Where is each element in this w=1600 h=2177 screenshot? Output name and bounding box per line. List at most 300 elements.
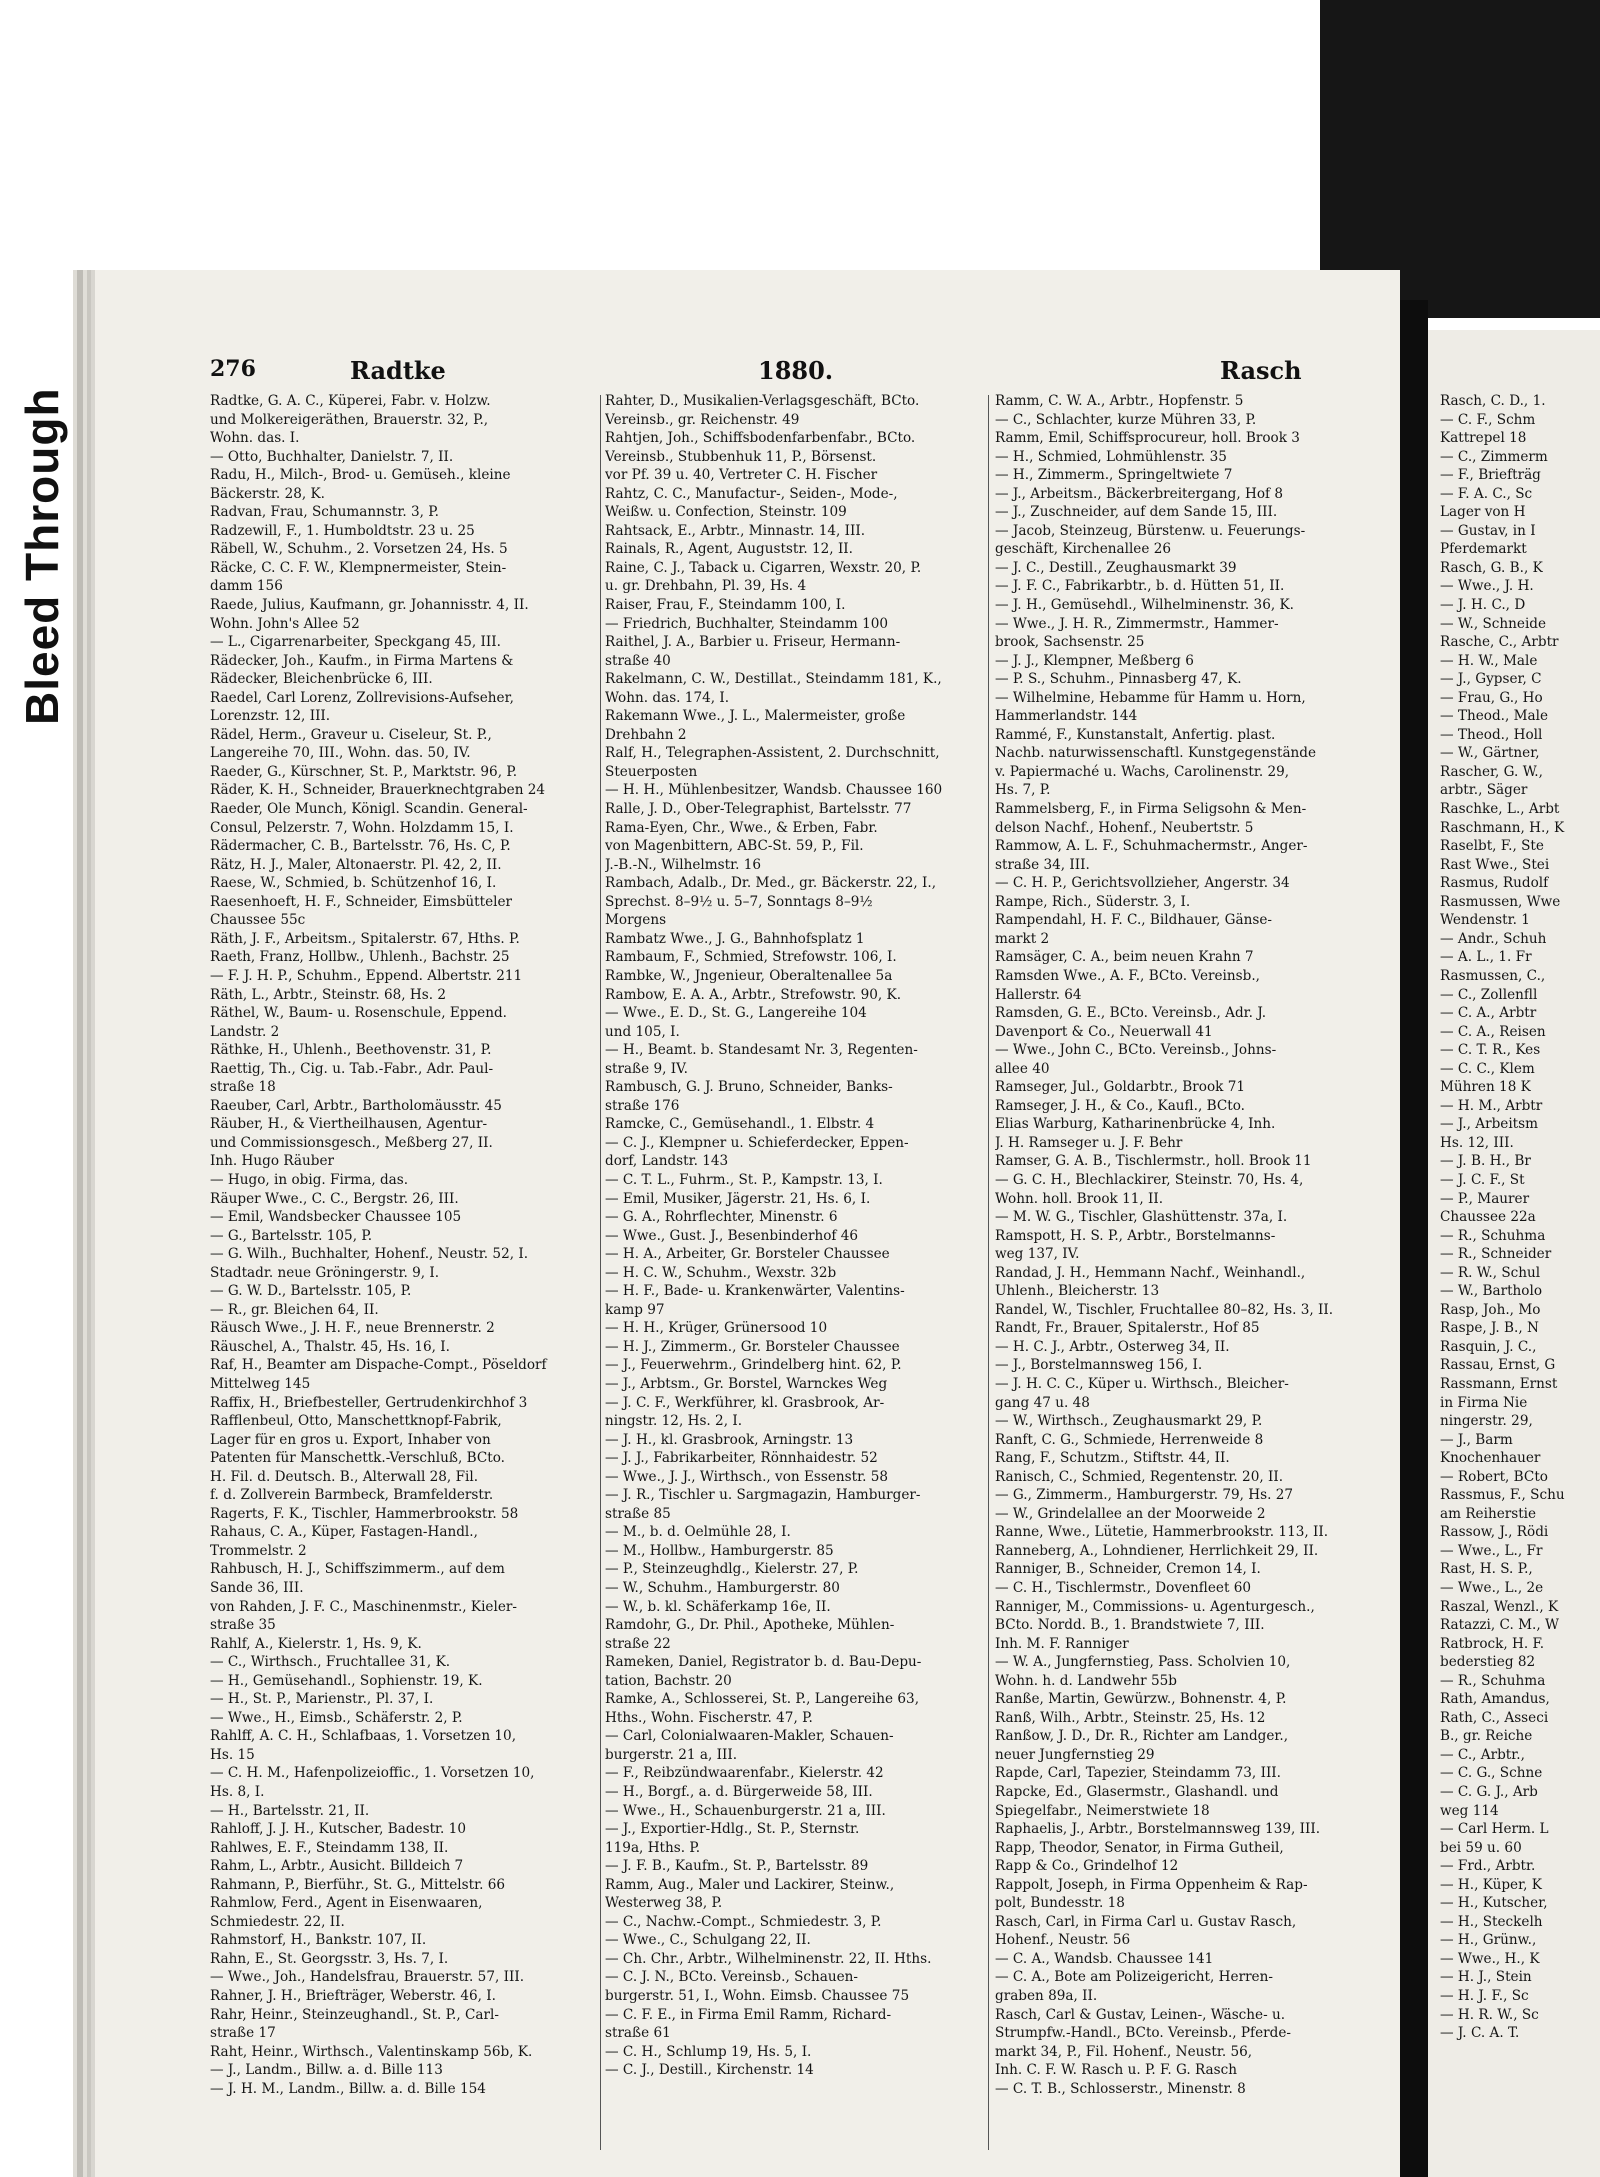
directory-entry-line: — W., b. kl. Schäferkamp 16e, II. — [605, 1598, 831, 1615]
directory-entry-line: Ragerts, F. K., Tischler, Hammerbrookstr. 58 — [210, 1505, 519, 1522]
directory-entry-line: — W. A., Jungfernstieg, Pass. Scholvien 10, — [995, 1654, 1291, 1671]
directory-entry-line: straße 17 — [210, 2025, 276, 2042]
directory-entry-line: — C. J., Destill., Kirchenstr. 14 — [605, 2062, 814, 2079]
directory-entry-line: Hs. 7, P. — [995, 782, 1051, 799]
directory-entry-line: Raffix, H., Briefbesteller, Gertrudenkirchhof 3 — [210, 1394, 528, 1411]
directory-entry-line: — R. W., Schul — [1440, 1264, 1541, 1281]
directory-entry-line: Hallerstr. 64 — [995, 986, 1082, 1003]
directory-entry-line: v. Papiermaché u. Wachs, Carolinenstr. 29, — [995, 763, 1290, 780]
directory-entry-line: Ramdohr, G., Dr. Phil., Apotheke, Mühlen- — [605, 1617, 895, 1634]
directory-entry-line: Bäckerstr. 28, K. — [210, 485, 325, 502]
directory-entry-line: Raettig, Th., Cig. u. Tab.-Fabr., Adr. Paul- — [210, 1060, 494, 1077]
directory-entry-line: Rädecker, Joh., Kaufm., in Firma Martens & — [210, 652, 514, 669]
directory-entry-line: Raithel, J. A., Barbier u. Friseur, Hermann- — [605, 634, 901, 651]
directory-entry-line: Rast, H. S. P., — [1440, 1561, 1533, 1578]
directory-entry-line: Raht, Heinr., Wirthsch., Valentinskamp 56b, K. — [210, 2043, 533, 2060]
directory-entry-line: Hohenf., Neustr. 56 — [995, 1932, 1131, 1949]
directory-entry-line: Räbell, W., Schuhm., 2. Vorsetzen 24, Hs. 5 — [210, 541, 508, 558]
directory-entry-line: Landstr. 2 — [210, 1023, 280, 1040]
directory-entry-line: markt 2 — [995, 930, 1050, 947]
directory-entry-line: Vereinsb., gr. Reichenstr. 49 — [605, 411, 800, 428]
directory-entry-line: Räuper Wwe., C. C., Bergstr. 26, III. — [210, 1190, 459, 1207]
directory-entry-line: H. Fil. d. Deutsch. B., Alterwall 28, Fil. — [210, 1468, 479, 1485]
directory-entry-line: — G. A., Rohrflechter, Minenstr. 6 — [605, 1209, 838, 1226]
directory-entry-line: Ralle, J. D., Ober-Telegraphist, Bartelsstr. 77 — [605, 801, 912, 818]
book-gutter — [1400, 300, 1428, 2177]
directory-entry-line: — R., Schuhma — [1440, 1227, 1546, 1244]
directory-entry-line: Räthel, W., Baum- u. Rosenschule, Eppend. — [210, 1005, 507, 1022]
directory-entry-line: Rakelmann, C. W., Destillat., Steindamm 181, K., — [605, 671, 942, 688]
directory-entry-line: straße 9, IV. — [605, 1060, 688, 1077]
directory-entry-line: Kattrepel 18 — [1440, 430, 1527, 447]
directory-entry-line: — Wwe., John C., BCto. Vereinsb., Johns- — [995, 1042, 1277, 1059]
directory-entry-line: — J., Arbeitsm., Bäckerbreitergang, Hof 8 — [995, 485, 1284, 502]
directory-entry-line: Räcke, C. C. F. W., Klempnermeister, Stein- — [210, 559, 507, 576]
directory-entry-line: — H., Bartelsstr. 21, II. — [210, 1802, 370, 1819]
left-running-head: Radtke — [350, 356, 446, 385]
directory-entry-line: Rainals, R., Agent, Auguststr. 12, II. — [605, 541, 853, 558]
directory-entry-line: — J., Gypser, C — [1440, 671, 1542, 688]
directory-entry-line: Rambatz Wwe., J. G., Bahnhofsplatz 1 — [605, 930, 865, 947]
directory-entry-line: Rappolt, Joseph, in Firma Oppenheim & Rap- — [995, 1876, 1308, 1893]
directory-entry-line: u. gr. Drehbahn, Pl. 39, Hs. 4 — [605, 578, 807, 595]
directory-entry-line: — H., Zimmerm., Springeltwiete 7 — [995, 467, 1233, 484]
directory-entry-line: Hths., Wohn. Fischerstr. 47, P. — [605, 1709, 813, 1726]
directory-entry-line: Vereinsb., Stubbenhuk 11, P., Börsenst. — [605, 448, 877, 465]
directory-entry-line: — H., Borgf., a. d. Bürgerweide 58, III. — [605, 1784, 873, 1801]
directory-entry-line: — W., Bartholo — [1440, 1283, 1542, 1300]
directory-entry-line: Raeder, Ole Munch, Königl. Scandin. General- — [210, 801, 528, 818]
margin-label: Bleed Through — [16, 387, 68, 725]
directory-entry-line: Räth, L., Arbtr., Steinstr. 68, Hs. 2 — [210, 986, 447, 1003]
directory-entry-line: — Emil, Musiker, Jägerstr. 21, Hs. 6, I. — [605, 1190, 871, 1207]
directory-entry-line: — G. Wilh., Buchhalter, Hohenf., Neustr. 52, I. — [210, 1246, 529, 1263]
directory-entry-line: Rahter, D., Musikalien-Verlagsgeschäft, BCto. — [605, 393, 920, 409]
directory-entry-line: Chaussee 22a — [1440, 1209, 1536, 1226]
directory-entry-line: Räuber, H., & Viertheilhausen, Agentur- — [210, 1116, 488, 1133]
directory-entry-line: Rassau, Ernst, G — [1440, 1357, 1556, 1374]
directory-entry-line: Wohn. das. 174, I. — [605, 689, 730, 706]
directory-entry-line: Raschmann, H., K — [1440, 819, 1565, 836]
directory-entry-line: Raschke, L., Arbt — [1440, 801, 1560, 818]
directory-entry-line: Rama-Eyen, Chr., Wwe., & Erben, Fabr. — [605, 819, 878, 836]
directory-entry-line: Wohn. h. d. Landwehr 55b — [995, 1672, 1177, 1689]
directory-entry-line: von Magenbittern, ABC-St. 59, P., Fil. — [605, 838, 864, 855]
directory-entry-line: Rädel, Herm., Graveur u. Ciseleur, St. P., — [210, 726, 492, 743]
directory-entry-line: — H. J., Zimmerm., Gr. Borsteler Chaussee — [605, 1338, 900, 1355]
directory-entry-line: — F. J. H. P., Schuhm., Eppend. Albertstr. 211 — [210, 967, 523, 984]
directory-entry-line: Rahlff, A. C. H., Schlafbaas, 1. Vorsetzen 10, — [210, 1728, 517, 1745]
directory-entry-line: Sprechst. 8–9½ u. 5–7, Sonntags 8–9½ — [605, 893, 873, 910]
directory-entry-line: weg 114 — [1440, 1802, 1499, 1819]
directory-entry-line: Ranne, Wwe., Lütetie, Hammerbrookstr. 113, II. — [995, 1524, 1329, 1541]
directory-entry-line: Rasch, G. B., K — [1440, 559, 1543, 576]
directory-entry-line: Stadtadr. neue Gröningerstr. 9, I. — [210, 1264, 440, 1281]
directory-entry-line: Räder, K. H., Schneider, Brauerknechtgraben 24 — [210, 782, 546, 799]
directory-entry-line: — J. C., Destill., Zeughausmarkt 39 — [995, 559, 1237, 576]
directory-entry-line: BCto. Nordd. B., 1. Brandstwiete 7, III. — [995, 1617, 1265, 1634]
directory-entry-line: — H. F., Bade- u. Krankenwärter, Valentins- — [605, 1283, 905, 1300]
directory-entry-line: straße 35 — [210, 1617, 276, 1634]
directory-entry-line: Räuschel, A., Thalstr. 45, Hs. 16, I. — [210, 1338, 450, 1355]
directory-entry-line: Rassmann, Ernst — [1440, 1375, 1558, 1392]
directory-column-facing — [1440, 392, 1600, 2043]
directory-entry-line: straße 18 — [210, 1079, 276, 1096]
directory-entry-line: Westerweg 38, P. — [605, 1895, 723, 1912]
directory-entry-line: — W., Schuhm., Hamburgerstr. 80 — [605, 1580, 840, 1596]
directory-entry-line: Rasche, C., Arbtr — [1440, 634, 1559, 651]
directory-entry-line: — F., Reibzündwaarenfabr., Kielerstr. 42 — [605, 1765, 884, 1782]
directory-entry-line: Elias Warburg, Katharinenbrücke 4, Inh. — [995, 1116, 1276, 1133]
directory-entry-line: Wohn. holl. Brook 11, II. — [995, 1190, 1164, 1207]
directory-entry-line: 119a, Hths. P. — [605, 1839, 701, 1856]
directory-entry-line: — C. G. J., Arb — [1440, 1784, 1538, 1801]
directory-entry-line: Rafflenbeul, Otto, Manschettknopf-Fabrik, — [210, 1413, 502, 1430]
directory-entry-line: — M., Hollbw., Hamburgerstr. 85 — [605, 1542, 834, 1559]
column-divider — [600, 395, 601, 2150]
directory-entry-line: Ramm, Aug., Maler und Lackirer, Steinw., — [605, 1876, 895, 1893]
directory-entry-line: Rahr, Heinr., Steinzeughandl., St. P., Carl- — [210, 2006, 499, 2023]
directory-entry-line: Ramser, G. A. B., Tischlermstr., holl. Brook 11 — [995, 1153, 1312, 1170]
directory-entry-line: Pferdemarkt — [1440, 541, 1527, 558]
directory-entry-line: — J. H., Gemüsehdl., Wilhelminenstr. 36, K. — [995, 597, 1294, 614]
directory-entry-line: Rahtsack, E., Arbtr., Minnastr. 14, III. — [605, 522, 866, 539]
directory-entry-line: — J., Landm., Billw. a. d. Bille 113 — [210, 2062, 443, 2079]
directory-entry-line: — G. W. D., Bartelsstr. 105, P. — [210, 1283, 412, 1300]
directory-entry-line: Consul, Pelzerstr. 7, Wohn. Holzdamm 15, I. — [210, 819, 514, 836]
directory-entry-line: Rambusch, G. J. Bruno, Schneider, Banks- — [605, 1079, 893, 1096]
directory-entry-line: von Rahden, J. F. C., Maschinenmstr., Kieler- — [210, 1598, 517, 1615]
directory-entry-line: — J., Borstelmannsweg 156, I. — [995, 1357, 1203, 1374]
directory-entry-line: — H., Kutscher, — [1440, 1895, 1548, 1912]
directory-entry-line: Ramsäger, C. A., beim neuen Krahn 7 — [995, 949, 1254, 966]
directory-entry-line: — J., Arbeitsm — [1440, 1116, 1539, 1133]
directory-entry-line: Rätz, H. J., Maler, Altonaerstr. Pl. 42, 2, II. — [210, 856, 502, 873]
directory-entry-line: Rammelsberg, F., in Firma Seligsohn & Men- — [995, 801, 1307, 818]
directory-entry-line: Ranniger, B., Schneider, Cremon 14, I. — [995, 1561, 1261, 1578]
directory-entry-line: Rahbusch, H. J., Schiffszimmerm., auf dem — [210, 1561, 505, 1578]
directory-entry-line: Rambke, W., Jngenieur, Oberaltenallee 5a — [605, 967, 893, 984]
directory-entry-line: — C., Nachw.-Compt., Schmiedestr. 3, P. — [605, 1913, 882, 1930]
directory-entry-line: in Firma Nie — [1440, 1394, 1528, 1411]
directory-entry-line: — J. J., Klempner, Meßberg 6 — [995, 652, 1194, 669]
directory-entry-line: Rammow, A. L. F., Schuhmachermstr., Anger- — [995, 838, 1308, 855]
directory-entry-line: Raine, C. J., Taback u. Cigarren, Wexstr. 20, P. — [605, 559, 922, 576]
directory-entry-line: — C., Zimmerm — [1440, 448, 1548, 465]
directory-entry-line: Chaussee 55c — [210, 912, 306, 929]
directory-entry-line: Drehbahn 2 — [605, 726, 687, 743]
directory-entry-line: — Carl Herm. L — [1440, 1821, 1549, 1838]
directory-entry-line: kamp 97 — [605, 1301, 665, 1318]
directory-entry-line: — Carl, Colonialwaaren-Makler, Schauen- — [605, 1728, 894, 1745]
directory-entry-line: Hs. 15 — [210, 1746, 255, 1763]
directory-entry-line: Rahner, J. H., Briefträger, Weberstr. 46, I. — [210, 1988, 496, 2005]
directory-entry-line: Ramseger, Jul., Goldarbtr., Brook 71 — [995, 1079, 1246, 1096]
directory-entry-line: — H. J., Stein — [1440, 1969, 1532, 1986]
directory-entry-line: — W., Wirthsch., Zeughausmarkt 29, P. — [995, 1413, 1263, 1430]
directory-entry-line: Räth, J. F., Arbeitsm., Spitalerstr. 67, Hths. P. — [210, 930, 520, 947]
directory-entry-line: B., gr. Reiche — [1440, 1728, 1533, 1745]
directory-entry-line: — J., Zuschneider, auf dem Sande 15, III. — [995, 504, 1278, 521]
directory-entry-line: Raedel, Carl Lorenz, Zollrevisions-Aufseher, — [210, 689, 514, 706]
directory-entry-line: Rasmussen, C., — [1440, 967, 1546, 984]
directory-entry-line: damm 156 — [210, 578, 283, 595]
directory-entry-line: Rasquin, J. C., — [1440, 1338, 1537, 1355]
directory-entry-line: Spiegelfabr., Neimerstwiete 18 — [995, 1802, 1210, 1819]
directory-entry-line: Ranisch, C., Schmied, Regentenstr. 20, II. — [995, 1468, 1284, 1485]
directory-entry-line: und Molkereigeräthen, Brauerstr. 32, P., — [210, 411, 489, 428]
directory-entry-line: Ratazzi, C. M., W — [1440, 1617, 1559, 1634]
directory-entry-line: — Theod., Male — [1440, 708, 1549, 725]
directory-entry-line: Radtke, G. A. C., Küperei, Fabr. v. Holzw. — [210, 393, 491, 409]
directory-entry-line: — J., Arbtsm., Gr. Borstel, Warnckes Weg — [605, 1375, 888, 1392]
directory-entry-line: — Wwe., J. J., Wirthsch., von Essenstr. 58 — [605, 1468, 889, 1485]
directory-entry-line: Randad, J. H., Hemmann Nachf., Weinhandl., — [995, 1264, 1306, 1281]
directory-entry-line: Raf, H., Beamter am Dispache-Compt., Pöseldorf — [210, 1357, 547, 1374]
directory-entry-line: Raszal, Wenzl., K — [1440, 1598, 1559, 1615]
directory-entry-line: — C. J., Klempner u. Schieferdecker, Eppen- — [605, 1134, 909, 1151]
directory-entry-line: Raiser, Frau, F., Steindamm 100, I. — [605, 597, 846, 614]
directory-entry-line: — F. A. C., Sc — [1440, 485, 1533, 502]
directory-entry-line: — C., Wirthsch., Fruchtallee 31, K. — [210, 1654, 451, 1671]
directory-entry-line: — Andr., Schuh — [1440, 930, 1547, 947]
directory-entry-line: Rang, F., Schutzm., Stiftstr. 44, II. — [995, 1450, 1230, 1467]
directory-entry-line: Raeth, Franz, Hollbw., Uhlenh., Bachstr. 25 — [210, 949, 510, 966]
directory-entry-line: — Otto, Buchhalter, Danielstr. 7, II. — [210, 448, 454, 465]
directory-entry-line: Sande 36, III. — [210, 1580, 304, 1596]
directory-entry-line: bederstieg 82 — [1440, 1654, 1536, 1671]
directory-entry-line: Weißw. u. Confection, Steinstr. 109 — [605, 504, 847, 521]
directory-entry-line: — Wwe., J. H. R., Zimmermstr., Hammer- — [995, 615, 1279, 632]
directory-entry-line: Radu, H., Milch-, Brod- u. Gemüseh., kleine — [210, 467, 511, 484]
directory-entry-line: Ramm, Emil, Schiffsprocureur, holl. Brook 3 — [995, 430, 1300, 447]
directory-entry-line: — P. S., Schuhm., Pinnasberg 47, K. — [995, 671, 1242, 688]
directory-entry-line: — C. H., Schlump 19, Hs. 5, I. — [605, 2043, 812, 2060]
directory-entry-line: Lorenzstr. 12, III. — [210, 708, 331, 725]
directory-entry-line: Trommelstr. 2 — [210, 1542, 307, 1559]
directory-entry-line: — Wwe., L., 2e — [1440, 1580, 1544, 1596]
directory-entry-line: — C. T. R., Kes — [1440, 1042, 1541, 1059]
directory-entry-line: — Jacob, Steinzeug, Bürstenw. u. Feuerungs- — [995, 522, 1306, 539]
directory-entry-line: — C. A., Wandsb. Chaussee 141 — [995, 1950, 1214, 1967]
directory-entry-line: Raeder, G., Kürschner, St. P., Marktstr. 96, P. — [210, 763, 518, 780]
directory-entry-line: Knochenhauer — [1440, 1450, 1541, 1467]
directory-entry-line: — C. G., Schne — [1440, 1765, 1543, 1782]
directory-entry-line: graben 89a, II. — [995, 1988, 1098, 2005]
directory-entry-line: burgerstr. 51, I., Wohn. Eimsb. Chaussee 75 — [605, 1988, 910, 2005]
directory-entry-line: Patenten für Manschettk.-Verschluß, BCto. — [210, 1450, 505, 1467]
directory-entry-line: Rakemann Wwe., J. L., Malermeister, große — [605, 708, 906, 725]
directory-entry-line: Rasp, Joh., Mo — [1440, 1301, 1541, 1318]
page-number: 276 — [210, 356, 256, 382]
directory-entry-line: Rahtz, C. C., Manufactur-, Seiden-, Mode-, — [605, 485, 898, 502]
directory-entry-line: Rapp, Theodor, Senator, in Firma Gutheil, — [995, 1839, 1284, 1856]
directory-entry-line: Rahloff, J. J. H., Kutscher, Badestr. 10 — [210, 1821, 466, 1838]
margin-strip — [0, 0, 68, 2177]
directory-entry-line: — W., Schneide — [1440, 615, 1547, 632]
directory-entry-line: Rahm, L., Arbtr., Ausicht. Billdeich 7 — [210, 1858, 464, 1875]
directory-entry-line: — Emil, Wandsbecker Chaussee 105 — [210, 1209, 462, 1226]
directory-entry-line: straße 85 — [605, 1505, 671, 1522]
directory-entry-line: Rath, Amandus, — [1440, 1691, 1550, 1708]
directory-entry-line: markt 34, P., Fil. Hohenf., Neustr. 56, — [995, 2043, 1253, 2060]
directory-entry-line: Rädermacher, C. B., Bartelsstr. 76, Hs. C, P. — [210, 838, 511, 855]
directory-entry-line: — C. H. M., Hafenpolizeioffic., 1. Vorsetzen 10, — [210, 1765, 535, 1782]
directory-entry-line: — W., Gärtner, — [1440, 745, 1540, 762]
directory-entry-line: — Hugo, in obig. Firma, das. — [210, 1171, 409, 1188]
directory-entry-line: Randt, Fr., Brauer, Spitalerstr., Hof 85 — [995, 1320, 1260, 1337]
directory-entry-line: Raphaelis, J., Arbtr., Borstelmannsweg 139, III. — [995, 1821, 1321, 1838]
directory-entry-line: Ramseger, J. H., & Co., Kaufl., BCto. — [995, 1097, 1245, 1114]
directory-entry-line: Rambach, Adalb., Dr. Med., gr. Bäckerstr. 22, I., — [605, 875, 937, 892]
directory-entry-line: Wendenstr. 1 — [1440, 912, 1530, 929]
directory-entry-line: brook, Sachsenstr. 25 — [995, 634, 1145, 651]
directory-entry-line: Ranßow, J. D., Dr. R., Richter am Landger., — [995, 1728, 1289, 1745]
directory-entry-line: Rasch, Carl & Gustav, Leinen-, Wäsche- u. — [995, 2006, 1286, 2023]
directory-entry-line: — M. W. G., Tischler, Glashüttenstr. 37a, I. — [995, 1209, 1288, 1226]
directory-entry-line: Raeuber, Carl, Arbtr., Bartholomäusstr. 45 — [210, 1097, 502, 1114]
directory-entry-line: — Ch. Chr., Arbtr., Wilhelminenstr. 22, II. Hths. — [605, 1950, 932, 1967]
directory-entry-line: Davenport & Co., Neuerwall 41 — [995, 1023, 1213, 1040]
directory-entry-line: Rameken, Daniel, Registrator b. d. Bau-Depu- — [605, 1654, 922, 1671]
year-heading: 1880. — [758, 356, 834, 385]
directory-entry-line: J.-B.-N., Wilhelmstr. 16 — [605, 856, 762, 873]
directory-entry-line: Rädecker, Bleichenbrücke 6, III. — [210, 671, 433, 688]
directory-entry-line: — H., Grünw., — [1440, 1932, 1537, 1949]
directory-entry-line: — Wwe., Gust. J., Besenbinderhof 46 — [605, 1227, 859, 1244]
directory-column-2 — [605, 392, 980, 2080]
directory-entry-line: — R., Schuhma — [1440, 1672, 1546, 1689]
directory-entry-line: — A. L., 1. Fr — [1440, 949, 1532, 966]
directory-entry-line: Rast Wwe., Stei — [1440, 856, 1550, 873]
directory-entry-line: Schmiedestr. 22, II. — [210, 1913, 345, 1930]
directory-entry-line: Rammé, F., Kunstanstalt, Anfertig. plast. — [995, 726, 1276, 743]
directory-entry-line: am Reiherstie — [1440, 1505, 1537, 1522]
directory-entry-line: Ramke, A., Schlosserei, St. P., Langereihe 63, — [605, 1691, 920, 1708]
directory-entry-line: — H. J. F., Sc — [1440, 1988, 1529, 2005]
directory-entry-line: — Wwe., J. H. — [1440, 578, 1534, 595]
directory-entry-line: Wohn. das. I. — [210, 430, 300, 447]
directory-entry-line: — G., Zimmerm., Hamburgerstr. 79, Hs. 27 — [995, 1487, 1294, 1504]
directory-entry-line: Mühren 18 K — [1440, 1079, 1531, 1096]
directory-column-3 — [995, 392, 1390, 2098]
directory-entry-line: Rambaum, F., Schmied, Strefowstr. 106, I. — [605, 949, 897, 966]
directory-entry-line: — R., Schneider — [1440, 1246, 1552, 1263]
directory-entry-line: ningerstr. 29, — [1440, 1413, 1533, 1430]
directory-entry-line: — H., Steckelh — [1440, 1913, 1543, 1930]
directory-entry-line: Rapde, Carl, Tapezier, Steindamm 73, III. — [995, 1765, 1281, 1782]
directory-entry-line: Strumpfw.-Handl., BCto. Vereinsb., Pferde- — [995, 2025, 1291, 2042]
directory-entry-line: — L., Cigarrenarbeiter, Speckgang 45, III. — [210, 634, 501, 651]
directory-entry-line: Rampe, Rich., Süderstr. 3, I. — [995, 893, 1191, 910]
directory-entry-line: Rahtjen, Joh., Schiffsbodenfarbenfabr., BCto. — [605, 430, 916, 447]
directory-entry-line: straße 22 — [605, 1635, 671, 1652]
directory-entry-line: — P., Maurer — [1440, 1190, 1530, 1207]
directory-entry-line: — J., Exportier-Hdlg., St. P., Sternstr. — [605, 1821, 860, 1838]
directory-entry-line: Inh. M. F. Ranniger — [995, 1635, 1129, 1652]
directory-entry-line: — Frau, G., Ho — [1440, 689, 1543, 706]
directory-entry-line: — C. A., Bote am Polizeigericht, Herren- — [995, 1969, 1273, 1986]
directory-entry-line: Ranniger, M., Commissions- u. Agenturgesch., — [995, 1598, 1315, 1615]
directory-entry-line: — C. T. B., Schlosserstr., Minenstr. 8 — [995, 2080, 1246, 2097]
directory-entry-line: tation, Bachstr. 20 — [605, 1672, 732, 1689]
directory-entry-line: — C. F. E., in Firma Emil Ramm, Richard- — [605, 2006, 892, 2023]
directory-entry-line: gang 47 u. 48 — [995, 1394, 1090, 1411]
directory-entry-line: — R., gr. Bleichen 64, II. — [210, 1301, 379, 1318]
directory-entry-line: Rascher, G. W., — [1440, 763, 1543, 780]
directory-entry-line: dorf, Landstr. 143 — [605, 1153, 729, 1170]
directory-entry-line: Ramsden Wwe., A. F., BCto. Vereinsb., — [995, 967, 1260, 984]
directory-entry-line: — Robert, BCto — [1440, 1468, 1548, 1485]
directory-entry-line: — C., Arbtr., — [1440, 1746, 1525, 1763]
directory-entry-line: neuer Jungfernstieg 29 — [995, 1746, 1155, 1763]
directory-entry-line: Lager von H — [1440, 504, 1526, 521]
directory-entry-line: — Wwe., L., Fr — [1440, 1542, 1543, 1559]
directory-entry-line: Raesenhoeft, H. F., Schneider, Eimsbütteler — [210, 893, 513, 910]
directory-entry-line: — Wwe., C., Schulgang 22, II. — [605, 1932, 811, 1949]
directory-entry-line: Raspe, J. B., N — [1440, 1320, 1539, 1337]
directory-entry-line: Langereihe 70, III., Wohn. das. 50, IV. — [210, 745, 471, 762]
directory-entry-line: Raede, Julius, Kaufmann, gr. Johannisstr. 4, II. — [210, 597, 529, 614]
directory-entry-line: — C. J. N., BCto. Vereinsb., Schauen- — [605, 1969, 859, 1986]
directory-entry-line: Rahlwes, E. F., Steindamm 138, II. — [210, 1839, 449, 1856]
directory-column-1 — [210, 392, 600, 2098]
directory-entry-line: Wohn. John's Allee 52 — [210, 615, 360, 632]
top-background — [120, 0, 1320, 270]
directory-entry-line: Ranneberg, A., Lohndiener, Herrlichkeit 29, II. — [995, 1542, 1319, 1559]
directory-entry-line: — Wwe., Joh., Handelsfrau, Brauerstr. 57, III. — [210, 1969, 525, 1986]
directory-entry-line: — J. F. B., Kaufm., St. P., Bartelsstr. 89 — [605, 1858, 869, 1875]
directory-entry-line: Hs. 8, I. — [210, 1784, 265, 1801]
directory-entry-line: Inh. Hugo Räuber — [210, 1153, 334, 1170]
directory-entry-line: — Wwe., E. D., St. G., Langereihe 104 — [605, 1005, 867, 1022]
directory-entry-line: polt, Bundesstr. 18 — [995, 1895, 1125, 1912]
directory-entry-line: — C., Zollenfll — [1440, 986, 1538, 1003]
directory-entry-line: — Friedrich, Buchhalter, Steindamm 100 — [605, 615, 889, 632]
directory-entry-line: — G. C. H., Blechlackirer, Steinstr. 70, Hs. 4, — [995, 1171, 1304, 1188]
directory-entry-line: — H. W., Male — [1440, 652, 1538, 669]
directory-entry-line: — J. C. F., St — [1440, 1171, 1525, 1188]
directory-entry-line: Räusch Wwe., J. H. F., neue Brennerstr. 2 — [210, 1320, 495, 1337]
directory-entry-line: Ramspott, H. S. P., Arbtr., Borstelmanns- — [995, 1227, 1276, 1244]
directory-entry-line: — C., Schlachter, kurze Mühren 33, P. — [995, 411, 1257, 428]
directory-entry-line: Inh. C. F. W. Rasch u. P. F. G. Rasch — [995, 2062, 1237, 2079]
directory-entry-line: — J. B. H., Br — [1440, 1153, 1531, 1170]
directory-entry-line: Rahaus, C. A., Küper, Fastagen-Handl., — [210, 1524, 478, 1541]
directory-entry-line: — J. F. C., Fabrikarbtr., b. d. Hütten 51, II. — [995, 578, 1285, 595]
directory-entry-line: Ranft, C. G., Schmiede, Herrenweide 8 — [995, 1431, 1264, 1448]
directory-entry-line: Rasmussen, Wwe — [1440, 893, 1561, 910]
directory-entry-line: f. d. Zollverein Barmbeck, Bramfelderstr. — [210, 1487, 494, 1504]
directory-entry-line: allee 40 — [995, 1060, 1050, 1077]
column-divider — [988, 395, 989, 2150]
directory-entry-line: ningstr. 12, Hs. 2, I. — [605, 1413, 743, 1430]
directory-entry-line: Morgens — [605, 912, 667, 929]
directory-entry-line: Rahn, E., St. Georgsstr. 3, Hs. 7, I. — [210, 1950, 449, 1967]
directory-entry-line: — C. C., Klem — [1440, 1060, 1535, 1077]
directory-entry-line: — H. H., Mühlenbesitzer, Wandsb. Chaussee 160 — [605, 782, 943, 799]
directory-entry-line: — C. H. P., Gerichtsvollzieher, Angerstr. 34 — [995, 875, 1290, 892]
directory-entry-line: Ratbrock, H. F. — [1440, 1635, 1545, 1652]
directory-entry-line: Rath, C., Asseci — [1440, 1709, 1549, 1726]
directory-entry-line: straße 40 — [605, 652, 671, 669]
directory-entry-line: Rampendahl, H. F. C., Bildhauer, Gänse- — [995, 912, 1272, 929]
directory-entry-line: Mittelweg 145 — [210, 1375, 311, 1392]
directory-entry-line: straße 176 — [605, 1097, 680, 1114]
directory-entry-line: — Theod., Holl — [1440, 726, 1543, 743]
directory-entry-line: — H. H., Krüger, Grünersood 10 — [605, 1320, 828, 1337]
directory-entry-line: und 105, I. — [605, 1023, 680, 1040]
